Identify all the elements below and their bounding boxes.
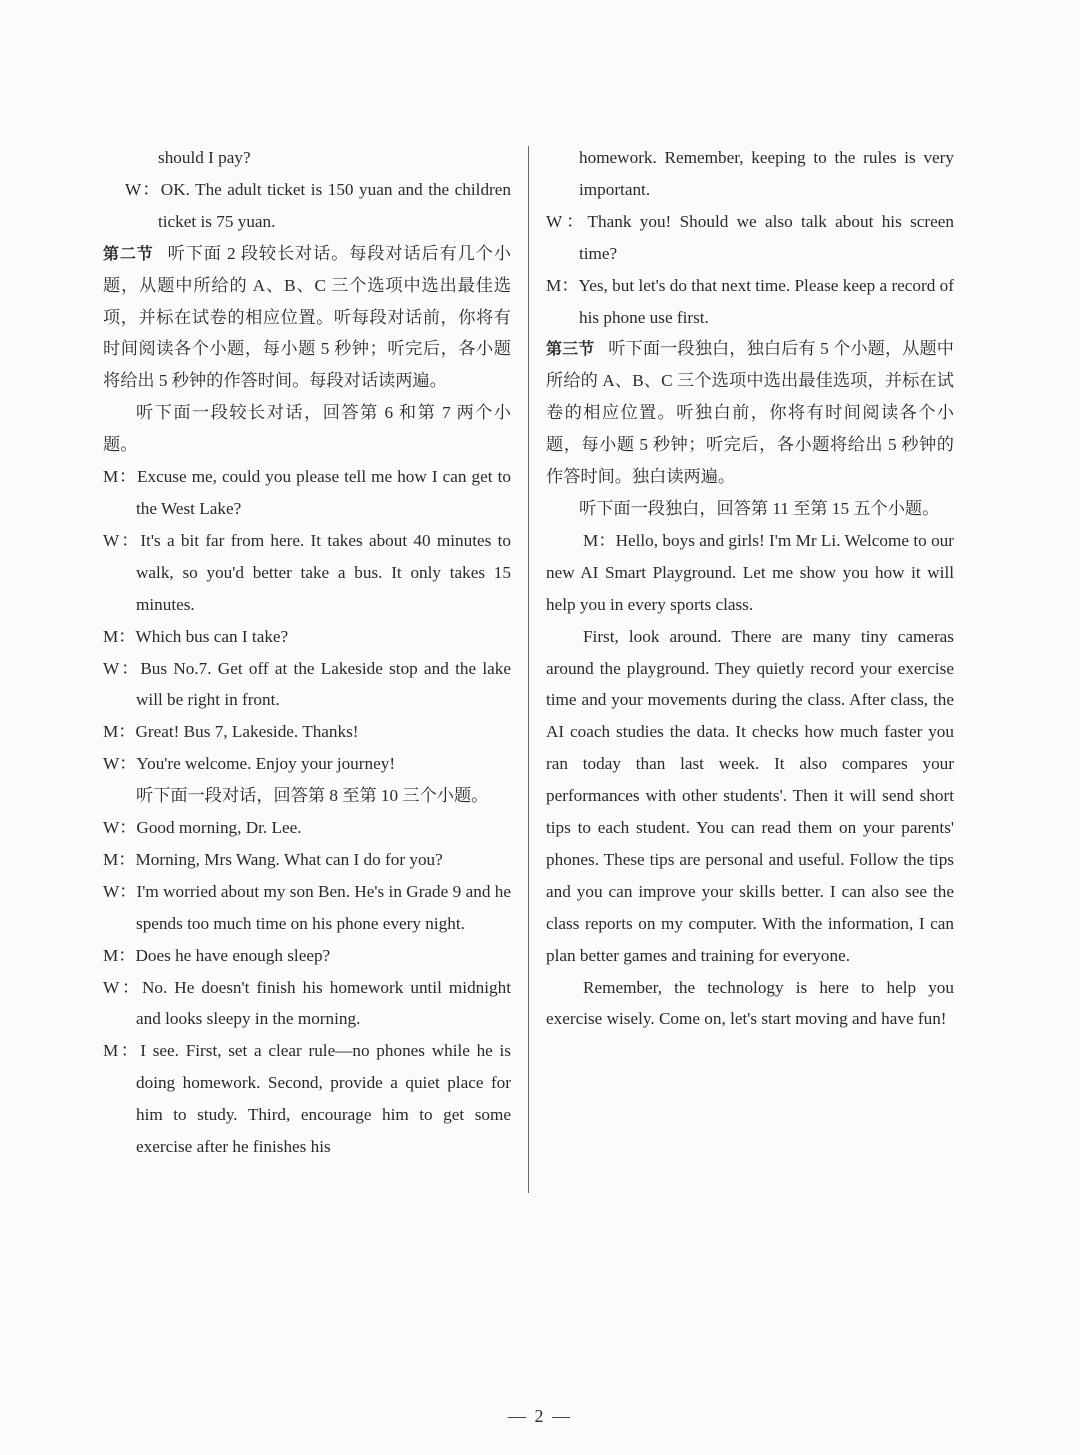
dialogue-line: M：I see. First, set a clear rule—no phones while he is doing homework. Second, provide a quiet place for him to study. Third, encourage him to get some exercise after he finishes his xyxy=(103,1041,511,1157)
dialogue-line: M：Morning, Mrs Wang. What can I do for you? xyxy=(103,849,443,869)
section-instructions: 听下面 2 段较长对话。每段对话后有几个小题，从题中所给的 A、B、C 三个选项中选出最佳选项，并标在试卷的相应位置。听每段对话前，你将有时间阅读各个小题，每小题 5 秒钟；听完后，各小题将给出 5 秒钟的作答时间。每段对话读两遍。 xyxy=(103,243,511,391)
section-instructions: 听下面一段独白，独白后有 5 个小题，从题中所给的 A、B、C 三个选项中选出最佳选项，并标在试卷的相应位置。听独白前，你将有时间阅读各个小题，每小题 5 秒钟；听完后，各小题将给出 5 秒钟的作答时间。独白读两遍。 xyxy=(546,339,954,487)
monologue-paragraph: M：Hello, boys and girls! I'm Mr Li. Welcome to our new AI Smart Playground. Let me show you how it will help you in every sports class. xyxy=(546,530,954,614)
dialogue-line: M：Great! Bus 7, Lakeside. Thanks! xyxy=(103,722,359,742)
section-title: 第三节 xyxy=(546,339,595,359)
section-2 xyxy=(103,238,511,398)
dialogue-line: M：Yes, but let's do that next time. Please keep a record of his phone use first. xyxy=(546,275,954,327)
dialogue-line: W：Good morning, Dr. Lee. xyxy=(103,818,302,838)
page-number: — 2 — xyxy=(508,1406,572,1426)
dialogue-line: M：Which bus can I take? xyxy=(103,626,289,646)
right-column xyxy=(546,142,954,1035)
question-instruction: 听下面一段独白，回答第 11 至第 15 五个小题。 xyxy=(579,498,940,518)
dialogue-line: W：Thank you! Should we also talk about his screen time? xyxy=(546,211,954,263)
question-instruction: 听下面一段对话，回答第 8 至第 10 三个小题。 xyxy=(136,786,489,806)
left-column xyxy=(103,142,511,1163)
dialogue-line: W：You're welcome. Enjoy your journey! xyxy=(103,754,396,774)
section-title: 第二节 xyxy=(103,243,154,263)
continued-text: homework. Remember, keeping to the rules is very important. xyxy=(579,148,954,199)
dialogue-line: M：Does he have enough sleep? xyxy=(103,945,331,965)
section-3 xyxy=(546,333,954,493)
monologue-paragraph: Remember, the technology is here to help you exercise wisely. Come on, let's start moving and have fun! xyxy=(546,977,954,1029)
continued-text: should I pay? xyxy=(158,148,251,167)
dialogue-line: W：I'm worried about my son Ben. He's in Grade 9 and he spends too much time on his phone every night. xyxy=(103,881,511,933)
dialogue-line: M：Excuse me, could you please tell me how I can get to the West Lake? xyxy=(103,467,511,518)
question-instruction: 听下面一段较长对话，回答第 6 和第 7 两个小题。 xyxy=(103,403,511,455)
dialogue-line: W：OK. The adult ticket is 150 yuan and the children ticket is 75 yuan. xyxy=(125,179,511,231)
dialogue-line: W：No. He doesn't finish his homework until midnight and looks sleepy in the morning. xyxy=(103,977,511,1029)
dialogue-line: W：Bus No.7. Get off at the Lakeside stop and the lake will be right in front. xyxy=(103,658,511,710)
column-divider xyxy=(528,146,529,1193)
monologue-paragraph: First, look around. There are many tiny cameras around the playground. They quietly record your exercise time and your movements during the class. After class, the AI coach studies the data. It checks how much faster you ran today than last week. It also compares your performances with other students'. Then it will send short tips to each student. You can read them on your parents' phones. These tips are personal and useful. Follow the tips and you can improve your skills better. I can also see the class reports on my computer. With the information, I can plan better games and training for everyone. xyxy=(546,626,954,965)
dialogue-line: W：It's a bit far from here. It takes about 40 minutes to walk, so you'd better take a bus. It only takes 15 minutes. xyxy=(103,530,511,614)
